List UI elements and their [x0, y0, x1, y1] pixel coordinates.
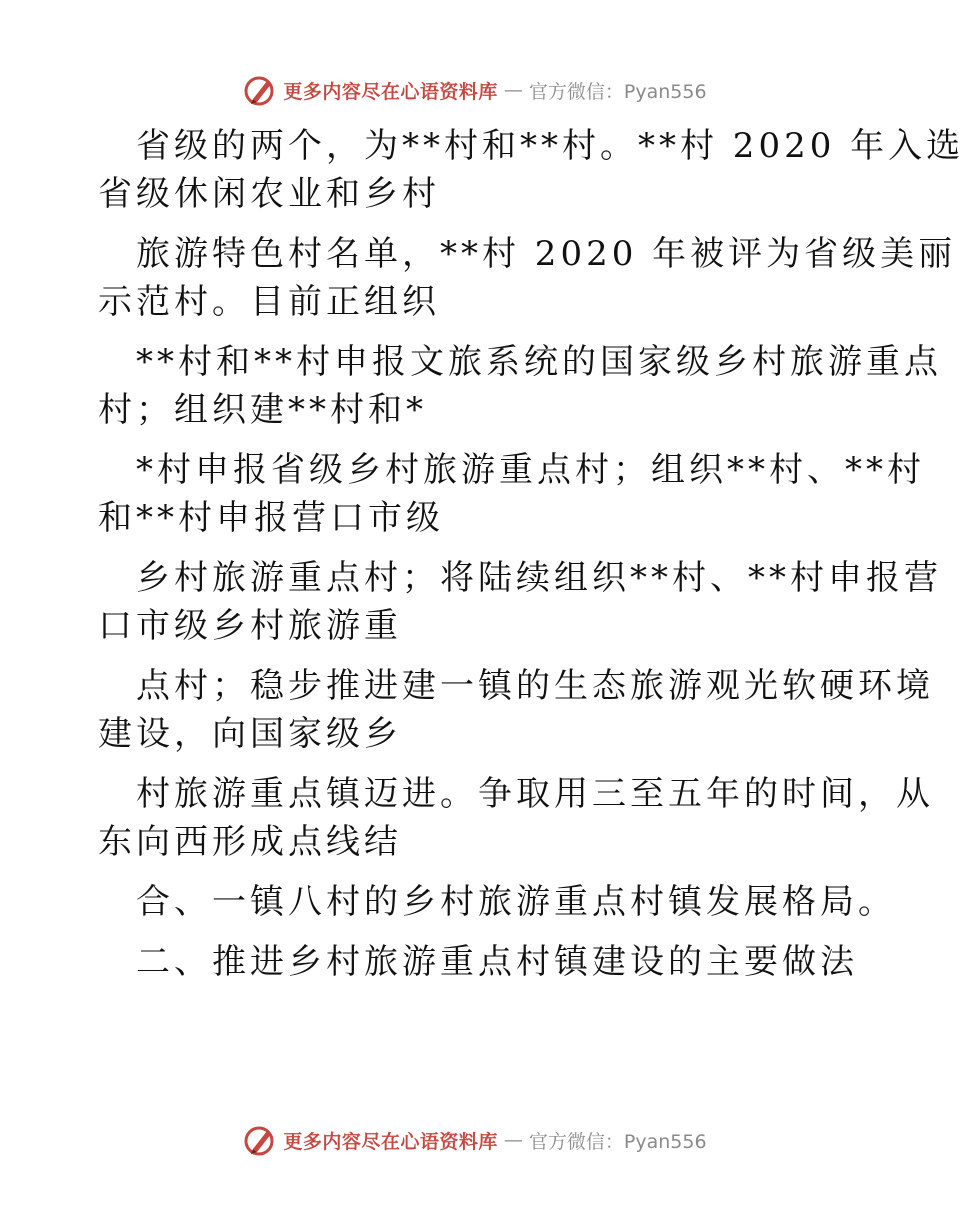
paragraph-line: 乡村旅游重点村；将陆续组织**村、**村申报营 — [136, 558, 942, 598]
watermark-contact: 官方微信：Pyan556 — [528, 80, 707, 103]
paragraph-line: **村和**村申报文旅系统的国家级乡村旅游重点 — [136, 342, 942, 382]
paragraph-line: 省级的两个，为**村和**村。**村 2020 年入选 — [136, 126, 964, 166]
paragraph — [98, 770, 934, 866]
paragraph-line: 旅游特色村名单，**村 2020 年被评为省级美丽 — [136, 234, 957, 274]
paragraph-line: 合、一镇八村的乡村旅游重点村镇发展格局。 — [136, 882, 896, 922]
document-body — [98, 122, 964, 986]
paragraph-line: 村旅游重点镇迈进。争取用三至五年的时间，从 — [136, 774, 934, 814]
paragraph-line: 省级休闲农业和乡村 — [98, 174, 440, 214]
paragraph — [98, 230, 957, 326]
watermark-contact: 官方微信：Pyan556 — [528, 1130, 707, 1153]
paragraph-line: *村申报省级乡村旅游重点村；组织**村、**村 — [136, 450, 925, 490]
section-heading — [98, 938, 858, 986]
paragraph — [98, 662, 934, 758]
paragraph-line: 建设，向国家级乡 — [98, 714, 402, 754]
paragraph — [98, 446, 925, 542]
paragraph — [98, 554, 942, 650]
watermark-separator: — — [503, 1129, 523, 1151]
paragraph — [98, 338, 942, 434]
pen-logo-icon — [243, 73, 277, 107]
footer-watermark — [0, 1120, 950, 1160]
section-heading-line: 二、推进乡村旅游重点村镇建设的主要做法 — [136, 942, 858, 982]
paragraph-line: 和**村申报营口市级 — [98, 498, 444, 538]
watermark-text: 更多内容尽在心语资料库 — [283, 80, 498, 103]
paragraph-line: 点村；稳步推进建一镇的生态旅游观光软硬环境 — [136, 666, 934, 706]
paragraph-line: 东向西形成点线结 — [98, 822, 402, 862]
header-watermark — [0, 70, 950, 110]
pen-logo-icon — [243, 1123, 277, 1157]
paragraph-line: 示范村。目前正组织 — [98, 282, 440, 322]
watermark-separator: — — [503, 79, 523, 101]
watermark-text: 更多内容尽在心语资料库 — [283, 1130, 498, 1153]
paragraph-line: 村；组织建**村和* — [98, 390, 427, 430]
paragraph — [98, 878, 896, 926]
paragraph-line: 口市级乡村旅游重 — [98, 606, 402, 646]
paragraph — [98, 122, 964, 218]
